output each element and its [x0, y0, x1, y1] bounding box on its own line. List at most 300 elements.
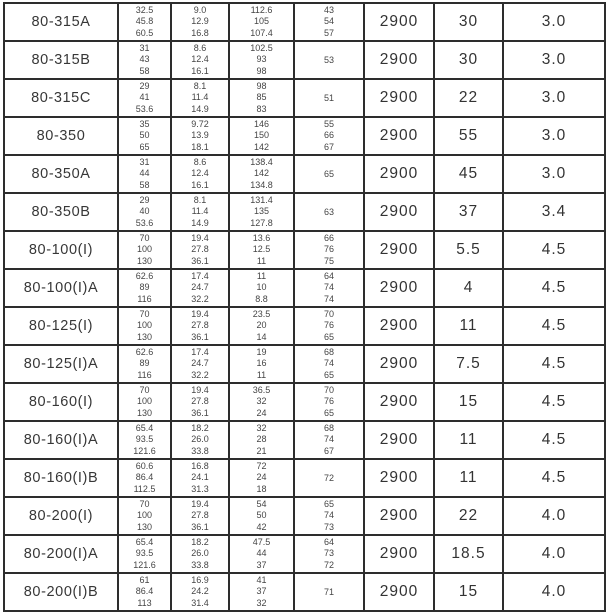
value-line: 12.9 [191, 16, 209, 27]
value-line: 18.1 [191, 141, 209, 152]
flow-ls-cell-values [172, 346, 228, 382]
value-line: 19.4 [191, 309, 209, 320]
head-cell [229, 3, 294, 41]
flow-m3h-cell-values [119, 4, 170, 40]
efficiency-cell-values [295, 536, 363, 572]
value-line: 135 [253, 206, 270, 217]
flow-m3h-cell-values [119, 498, 170, 534]
npsh-cell: 4.5 [503, 421, 605, 459]
value-line: 32 [256, 396, 267, 407]
head-cell-values [230, 4, 293, 40]
flow-m3h-cell [118, 383, 171, 421]
table-row [4, 497, 605, 535]
efficiency-cell-values [295, 42, 363, 78]
value-line: 40 [139, 206, 150, 217]
value-line: 54 [256, 499, 267, 510]
npsh-cell: 3.4 [503, 193, 605, 231]
value-line: 32 [256, 423, 267, 434]
value-line: 72 [323, 472, 334, 483]
npsh-cell: 4.5 [503, 459, 605, 497]
value-line: 54 [323, 16, 334, 27]
efficiency-cell [294, 383, 364, 421]
value-line: 130 [136, 407, 153, 418]
value-line: 67 [323, 141, 334, 152]
power-cell: 22 [434, 79, 503, 117]
value-line: 11.4 [191, 206, 209, 217]
head-cell [229, 231, 294, 269]
value-line: 31 [139, 43, 150, 54]
head-cell-values [230, 346, 293, 382]
head-cell-values [230, 118, 293, 154]
value-line: 31 [139, 157, 150, 168]
table-row [4, 41, 605, 79]
value-line: 16 [256, 358, 267, 369]
head-cell [229, 269, 294, 307]
value-line: 12.4 [191, 168, 209, 179]
value-line: 65 [323, 168, 334, 179]
value-line: 31.3 [191, 483, 209, 494]
value-line: 68 [323, 347, 334, 358]
value-line: 71 [323, 586, 334, 597]
efficiency-cell [294, 345, 364, 383]
value-line: 100 [136, 320, 153, 331]
flow-m3h-cell [118, 421, 171, 459]
flow-m3h-cell [118, 41, 171, 79]
value-line: 76 [323, 244, 334, 255]
speed-cell: 2900 [364, 383, 434, 421]
value-line: 65 [323, 499, 334, 510]
head-cell-values [230, 536, 293, 572]
efficiency-cell-values [295, 4, 363, 40]
efficiency-cell-values [295, 308, 363, 344]
value-line: 14 [256, 331, 267, 342]
value-line: 36.1 [191, 255, 209, 266]
power-cell: 5.5 [434, 231, 503, 269]
efficiency-cell-values [295, 80, 363, 116]
flow-ls-cell-values [172, 118, 228, 154]
value-line: 100 [136, 396, 153, 407]
head-cell [229, 307, 294, 345]
value-line: 131.4 [250, 195, 273, 206]
value-line: 62.6 [135, 271, 154, 282]
value-line: 13.6 [252, 233, 271, 244]
flow-m3h-cell-values [119, 422, 170, 458]
value-line: 16.1 [191, 179, 209, 190]
power-cell: 30 [434, 41, 503, 79]
efficiency-cell-values [295, 346, 363, 382]
head-cell [229, 41, 294, 79]
efficiency-cell-values [295, 156, 363, 192]
table-row [4, 535, 605, 573]
flow-ls-cell-values [172, 232, 228, 268]
value-line: 44 [139, 168, 150, 179]
npsh-cell: 3.0 [503, 79, 605, 117]
flow-m3h-cell [118, 155, 171, 193]
value-line: 36.1 [191, 407, 209, 418]
value-line: 24.2 [191, 586, 209, 597]
efficiency-cell [294, 307, 364, 345]
value-line: 17.4 [191, 347, 209, 358]
value-line: 70 [139, 309, 150, 320]
value-line: 102.5 [250, 43, 273, 54]
value-line: 24.1 [191, 472, 209, 483]
value-line: 121.6 [133, 445, 156, 456]
head-cell-values [230, 460, 293, 496]
power-cell: 11 [434, 421, 503, 459]
value-line: 19.4 [191, 499, 209, 510]
flow-ls-cell [171, 459, 229, 497]
value-line: 27.8 [191, 244, 209, 255]
flow-ls-cell-values [172, 4, 228, 40]
head-cell [229, 573, 294, 611]
value-line: 130 [136, 331, 153, 342]
power-cell: 30 [434, 3, 503, 41]
value-line: 19.4 [191, 385, 209, 396]
value-line: 8.1 [193, 81, 207, 92]
flow-ls-cell [171, 193, 229, 231]
value-line: 27.8 [191, 510, 209, 521]
value-line: 10 [256, 282, 267, 293]
value-line: 100 [136, 510, 153, 521]
value-line: 112.5 [133, 483, 156, 494]
value-line: 17.4 [191, 271, 209, 282]
value-line: 134.8 [250, 179, 273, 190]
model-cell: 80-125(I) [4, 307, 118, 345]
table-row [4, 459, 605, 497]
efficiency-cell [294, 421, 364, 459]
npsh-cell: 4.5 [503, 307, 605, 345]
flow-ls-cell-values [172, 270, 228, 306]
efficiency-cell-values [295, 460, 363, 496]
head-cell-values [230, 498, 293, 534]
value-line: 72 [256, 461, 267, 472]
value-line: 62.6 [135, 347, 154, 358]
table-row [4, 117, 605, 155]
value-line: 8.6 [193, 157, 207, 168]
value-line: 36.5 [252, 385, 271, 396]
flow-m3h-cell [118, 535, 171, 573]
value-line: 42 [256, 521, 267, 532]
value-line: 24 [256, 472, 267, 483]
flow-ls-cell [171, 269, 229, 307]
value-line: 58 [139, 65, 150, 76]
value-line: 18.2 [191, 537, 209, 548]
value-line: 98 [256, 81, 267, 92]
head-cell-values [230, 232, 293, 268]
value-line: 14.9 [191, 217, 209, 228]
speed-cell: 2900 [364, 231, 434, 269]
flow-ls-cell-values [172, 422, 228, 458]
table-row [4, 573, 605, 611]
flow-m3h-cell-values [119, 574, 170, 610]
npsh-cell: 4.0 [503, 535, 605, 573]
value-line: 24.7 [191, 358, 209, 369]
value-line: 41 [139, 92, 150, 103]
speed-cell: 2900 [364, 497, 434, 535]
table-row [4, 193, 605, 231]
speed-cell: 2900 [364, 269, 434, 307]
head-cell [229, 535, 294, 573]
power-cell: 11 [434, 459, 503, 497]
head-cell [229, 117, 294, 155]
flow-m3h-cell [118, 193, 171, 231]
value-line: 26.0 [191, 434, 209, 445]
flow-ls-cell-values [172, 308, 228, 344]
value-line: 93 [256, 54, 267, 65]
efficiency-cell [294, 3, 364, 41]
speed-cell: 2900 [364, 345, 434, 383]
value-line: 72 [323, 559, 334, 570]
value-line: 112.6 [250, 5, 273, 16]
head-cell [229, 193, 294, 231]
value-line: 43 [139, 54, 150, 65]
head-cell [229, 497, 294, 535]
value-line: 64 [323, 537, 334, 548]
value-line: 53.6 [135, 103, 154, 114]
value-line: 16.8 [191, 461, 209, 472]
value-line: 63 [323, 206, 334, 217]
power-cell: 55 [434, 117, 503, 155]
value-line: 65 [323, 407, 334, 418]
value-line: 150 [253, 130, 270, 141]
flow-ls-cell [171, 383, 229, 421]
model-cell: 80-350 [4, 117, 118, 155]
pump-table-body [4, 3, 605, 611]
speed-cell: 2900 [364, 573, 434, 611]
value-line: 19 [256, 347, 267, 358]
flow-m3h-cell [118, 231, 171, 269]
model-cell: 80-350A [4, 155, 118, 193]
npsh-cell: 4.0 [503, 497, 605, 535]
value-line: 27.8 [191, 320, 209, 331]
value-line: 73 [323, 548, 334, 559]
flow-m3h-cell [118, 269, 171, 307]
table-row [4, 155, 605, 193]
value-line: 23.5 [252, 309, 271, 320]
value-line: 116 [137, 293, 152, 304]
flow-m3h-cell-values [119, 270, 170, 306]
flow-m3h-cell [118, 573, 171, 611]
value-line: 12.4 [191, 54, 209, 65]
table-row [4, 307, 605, 345]
value-line: 64 [323, 271, 334, 282]
value-line: 16.1 [191, 65, 209, 76]
value-line: 65.4 [135, 423, 154, 434]
efficiency-cell [294, 535, 364, 573]
value-line: 45.8 [135, 16, 154, 27]
speed-cell: 2900 [364, 155, 434, 193]
flow-ls-cell [171, 535, 229, 573]
power-cell: 45 [434, 155, 503, 193]
value-line: 20 [256, 320, 267, 331]
value-line: 142 [253, 141, 270, 152]
flow-ls-cell [171, 117, 229, 155]
flow-m3h-cell-values [119, 308, 170, 344]
head-cell-values [230, 42, 293, 78]
npsh-cell: 3.0 [503, 41, 605, 79]
value-line: 11 [256, 271, 267, 282]
value-line: 33.8 [191, 559, 209, 570]
flow-ls-cell-values [172, 156, 228, 192]
value-line: 36.1 [191, 331, 209, 342]
flow-ls-cell-values [172, 194, 228, 230]
flow-m3h-cell-values [119, 118, 170, 154]
value-line: 44 [256, 548, 267, 559]
table-row [4, 231, 605, 269]
efficiency-cell-values [295, 194, 363, 230]
value-line: 8.1 [193, 195, 207, 206]
value-line: 93.5 [135, 434, 154, 445]
value-line: 35 [139, 119, 150, 130]
flow-m3h-cell-values [119, 42, 170, 78]
value-line: 74 [323, 282, 334, 293]
value-line: 33.8 [191, 445, 209, 456]
efficiency-cell [294, 497, 364, 535]
flow-ls-cell-values [172, 536, 228, 572]
value-line: 32.5 [135, 5, 154, 16]
value-line: 98 [256, 65, 267, 76]
efficiency-cell-values [295, 384, 363, 420]
model-cell: 80-315A [4, 3, 118, 41]
table-row [4, 3, 605, 41]
value-line: 107.4 [250, 27, 273, 38]
flow-ls-cell-values [172, 574, 228, 610]
head-cell [229, 383, 294, 421]
value-line: 60.5 [135, 27, 154, 38]
efficiency-cell [294, 155, 364, 193]
pump-specification-table [3, 2, 606, 612]
model-cell: 80-315C [4, 79, 118, 117]
value-line: 60.6 [135, 461, 154, 472]
value-line: 89 [139, 282, 150, 293]
speed-cell: 2900 [364, 459, 434, 497]
value-line: 66 [323, 130, 334, 141]
head-cell-values [230, 194, 293, 230]
value-line: 76 [323, 320, 334, 331]
value-line: 26.0 [191, 548, 209, 559]
value-line: 8.6 [193, 43, 207, 54]
head-cell [229, 459, 294, 497]
value-line: 70 [139, 499, 150, 510]
flow-m3h-cell-values [119, 460, 170, 496]
model-cell: 80-200(I) [4, 497, 118, 535]
value-line: 66 [323, 233, 334, 244]
model-cell: 80-125(I)A [4, 345, 118, 383]
flow-m3h-cell [118, 307, 171, 345]
efficiency-cell-values [295, 270, 363, 306]
flow-m3h-cell [118, 117, 171, 155]
speed-cell: 2900 [364, 41, 434, 79]
value-line: 86.4 [135, 472, 154, 483]
value-line: 70 [139, 385, 150, 396]
speed-cell: 2900 [364, 193, 434, 231]
flow-ls-cell [171, 79, 229, 117]
flow-ls-cell [171, 41, 229, 79]
value-line: 37 [256, 559, 267, 570]
head-cell-values [230, 574, 293, 610]
value-line: 21 [256, 445, 267, 456]
value-line: 51 [323, 92, 334, 103]
value-line: 53 [323, 54, 334, 65]
value-line: 85 [256, 92, 267, 103]
value-line: 11 [256, 369, 267, 380]
npsh-cell: 4.5 [503, 345, 605, 383]
flow-m3h-cell [118, 459, 171, 497]
value-line: 13.9 [191, 130, 209, 141]
value-line: 24.7 [191, 282, 209, 293]
flow-ls-cell [171, 421, 229, 459]
flow-ls-cell-values [172, 384, 228, 420]
head-cell [229, 155, 294, 193]
flow-ls-cell-values [172, 42, 228, 78]
flow-ls-cell [171, 3, 229, 41]
efficiency-cell [294, 573, 364, 611]
value-line: 74 [323, 510, 334, 521]
value-line: 29 [139, 81, 150, 92]
value-line: 130 [136, 521, 153, 532]
model-cell: 80-350B [4, 193, 118, 231]
speed-cell: 2900 [364, 535, 434, 573]
flow-m3h-cell-values [119, 80, 170, 116]
npsh-cell: 4.5 [503, 231, 605, 269]
model-cell: 80-200(I)B [4, 573, 118, 611]
speed-cell: 2900 [364, 421, 434, 459]
head-cell-values [230, 270, 293, 306]
value-line: 32.2 [191, 293, 209, 304]
value-line: 36.1 [191, 521, 209, 532]
head-cell-values [230, 422, 293, 458]
value-line: 18.2 [191, 423, 209, 434]
table-row [4, 383, 605, 421]
value-line: 57 [323, 27, 334, 38]
power-cell: 11 [434, 307, 503, 345]
value-line: 93.5 [135, 548, 154, 559]
value-line: 19.4 [191, 233, 209, 244]
value-line: 11 [256, 255, 267, 266]
value-line: 100 [136, 244, 153, 255]
table-row [4, 421, 605, 459]
value-line: 142 [253, 168, 270, 179]
model-cell: 80-315B [4, 41, 118, 79]
flow-m3h-cell-values [119, 346, 170, 382]
head-cell [229, 421, 294, 459]
flow-ls-cell [171, 345, 229, 383]
efficiency-cell-values [295, 118, 363, 154]
value-line: 113 [137, 597, 152, 608]
value-line: 70 [323, 309, 334, 320]
flow-ls-cell [171, 307, 229, 345]
speed-cell: 2900 [364, 79, 434, 117]
model-cell: 80-160(I)B [4, 459, 118, 497]
flow-m3h-cell [118, 3, 171, 41]
head-cell-values [230, 156, 293, 192]
efficiency-cell-values [295, 422, 363, 458]
efficiency-cell-values [295, 232, 363, 268]
value-line: 14.9 [191, 103, 209, 114]
value-line: 74 [323, 358, 334, 369]
value-line: 31.4 [191, 597, 209, 608]
model-cell: 80-100(I)A [4, 269, 118, 307]
value-line: 76 [323, 396, 334, 407]
head-cell [229, 79, 294, 117]
npsh-cell: 4.5 [503, 383, 605, 421]
table-row [4, 79, 605, 117]
npsh-cell: 3.0 [503, 155, 605, 193]
efficiency-cell [294, 269, 364, 307]
value-line: 28 [256, 434, 267, 445]
value-line: 16.8 [191, 27, 209, 38]
head-cell-values [230, 80, 293, 116]
